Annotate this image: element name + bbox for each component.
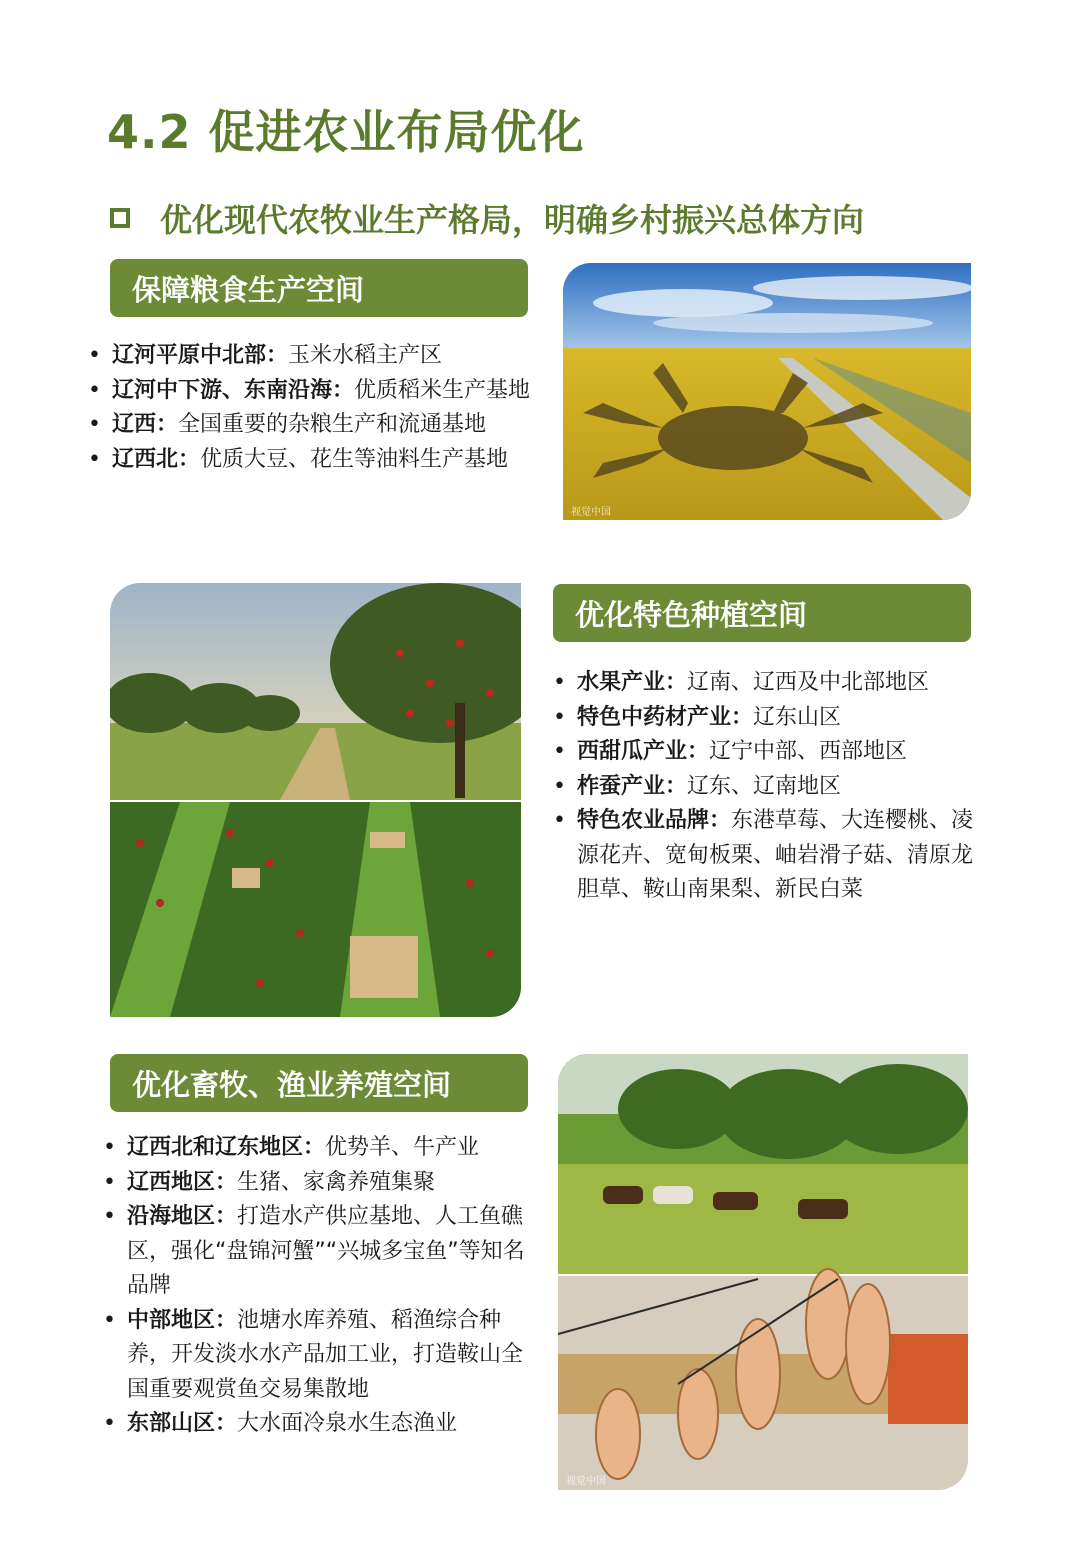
- subtitle-text: 优化现代农牧业生产格局，明确乡村振兴总体方向: [160, 201, 865, 239]
- livestock-bullet-list: [103, 1131, 531, 1442]
- list-item: • 辽西北和辽东地区：优势羊、牛产业: [103, 1131, 531, 1166]
- grain-bullet-list: [88, 339, 550, 477]
- list-item: • 辽西北：优质大豆、花生等油料生产基地: [88, 443, 550, 478]
- watermark: 视觉中国: [571, 507, 611, 518]
- rice-field-crab-photo: [563, 263, 971, 520]
- list-item: • 特色中药材产业：辽东山区: [553, 701, 980, 736]
- list-item: • 辽河中下游、东南沿海：优质稻米生产基地: [88, 374, 550, 409]
- list-item: • 辽西：全国重要的杂粮生产和流通基地: [88, 408, 550, 443]
- list-item: • 沿海地区：打造水产供应基地、人工鱼礁区，强化“盘锦河蟹”“兴城多宝鱼”等知名品牌: [103, 1200, 531, 1304]
- list-item: • 特色农业品牌：东港草莓、大连樱桃、凌源花卉、宽甸板栗、岫岩滑子菇、清原龙胆草、鞍山南果梨、新民白菜: [553, 804, 980, 908]
- section-header-livestock-fishery: 优化畜牧、渔业养殖空间: [110, 1054, 528, 1112]
- orchard-photo: [110, 583, 521, 1017]
- page-title: 4.2 促进农业布局优化: [107, 105, 585, 159]
- list-item: • 水果产业：辽南、辽西及中北部地区: [553, 666, 980, 701]
- watermark: 视觉中国: [566, 1476, 606, 1487]
- list-item: • 中部地区：池塘水库养殖、稻渔综合种养，开发淡水水产品加工业，打造鞍山全国重要观赏鱼交易集散地: [103, 1304, 531, 1408]
- section-header-specialty-crops: 优化特色种植空间: [553, 584, 971, 642]
- pasture-fishery-photo: [558, 1054, 968, 1490]
- section-header-grain: 保障粮食生产空间: [110, 259, 528, 317]
- section-subtitle: [110, 195, 864, 241]
- specialty-bullet-list: [553, 666, 980, 908]
- list-item: • 西甜瓜产业：辽宁中部、西部地区: [553, 735, 980, 770]
- list-item: • 辽河平原中北部：玉米水稻主产区: [88, 339, 550, 374]
- list-item: • 辽西地区：生猪、家禽养殖集聚: [103, 1166, 531, 1201]
- checkbox-square-icon: [110, 208, 130, 228]
- list-item: • 东部山区：大水面冷泉水生态渔业: [103, 1407, 531, 1442]
- list-item: • 柞蚕产业：辽东、辽南地区: [553, 770, 980, 805]
